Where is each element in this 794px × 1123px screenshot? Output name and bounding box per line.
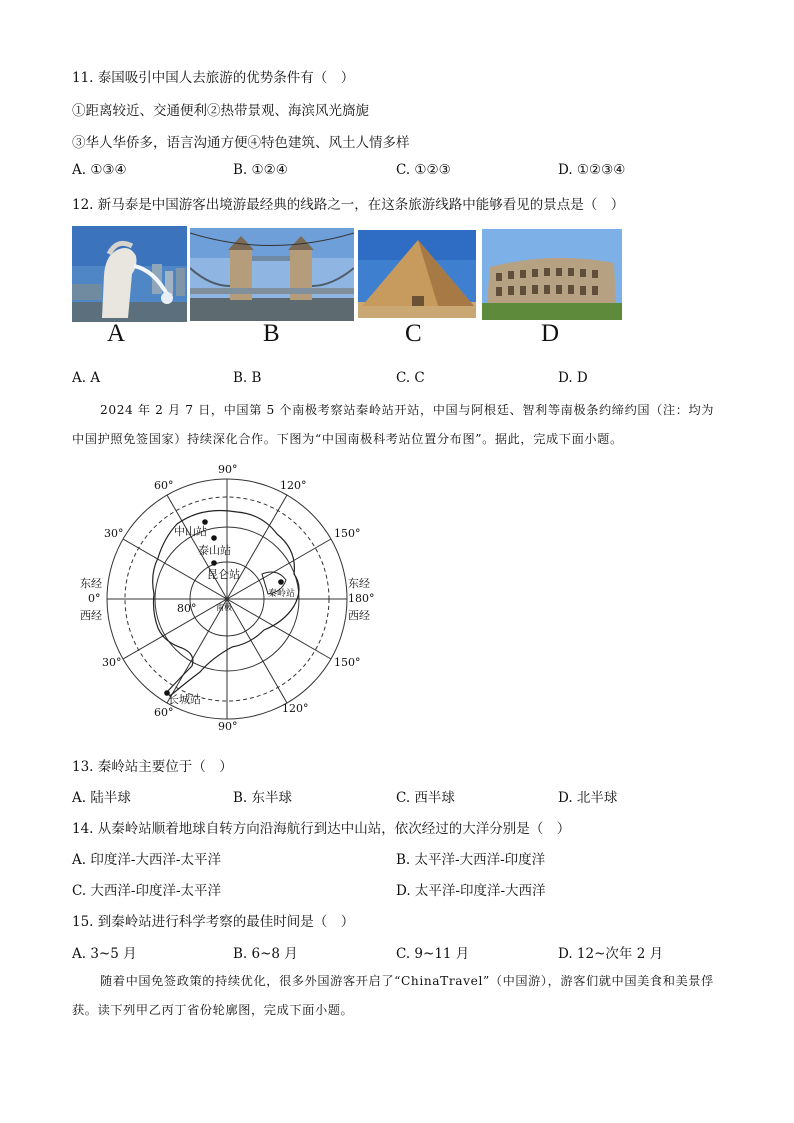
q11-option-d[interactable]: D. ①②③④ (558, 162, 626, 178)
q11-option-c[interactable]: C. ①②③ (396, 162, 451, 178)
lon-label-120-top: 120° (280, 479, 307, 492)
lon-label-150-top: 150° (334, 527, 361, 540)
changcheng-station-label: 长城站 (168, 693, 201, 706)
q11-condition-2: ③华人华侨多，语言沟通方便④特色建筑、风土人情多样 (72, 135, 410, 151)
q15-option-b[interactable]: B. 6~8 月 (233, 946, 298, 962)
photo-label-a: A (107, 320, 126, 347)
q15-option-d[interactable]: D. 12~次年 2 月 (558, 946, 664, 962)
q13-stem: 13. 秦岭站主要位于（ ） (72, 759, 233, 775)
photo-label-b: B (263, 320, 280, 347)
lon-label-30-bottom: 30° (102, 656, 122, 669)
east-label-right: 东经 (348, 577, 370, 590)
lon-label-60-bottom: 60° (154, 706, 174, 719)
pyramid-photo (358, 230, 476, 318)
zhongshan-station-label: 中山站 (174, 525, 207, 538)
q15-stem: 15. 到秦岭站进行科学考察的最佳时间是（ ） (72, 914, 355, 930)
latitude-80-label: 80° (177, 602, 197, 615)
qinling-station-label: 秦岭站 (268, 589, 296, 599)
q12-option-b[interactable]: B. B (233, 370, 262, 386)
q11-condition-1: ①距离较近、交通便利②热带景观、海滨风光旖旎 (72, 103, 369, 119)
q12-option-d[interactable]: D. D (558, 370, 588, 386)
west-label-right: 西经 (348, 609, 370, 622)
tower-bridge-photo (190, 228, 354, 321)
q12-stem: 12. 新马泰是中国游客出境游最经典的线路之一，在这条旅游线路中能够看见的景点是（ ） (72, 197, 625, 213)
q15-option-c[interactable]: C. 9~11 月 (396, 946, 470, 962)
west-label-left: 西经 (80, 609, 102, 622)
qinling-station-dot (278, 579, 284, 585)
merlion-photo (72, 226, 187, 322)
lon-label-60-top: 60° (154, 479, 174, 492)
q13-option-d[interactable]: D. 北半球 (558, 790, 618, 806)
antarctic-station-map (72, 462, 382, 737)
q14-option-a[interactable]: A. 印度洋-大西洋-太平洋 (72, 852, 221, 868)
q11-option-b[interactable]: B. ①②④ (233, 162, 288, 178)
q13-option-b[interactable]: B. 东半球 (233, 790, 293, 806)
kunlun-station-dot (211, 560, 217, 566)
lon-label-150-bottom: 150° (334, 656, 361, 669)
lon-label-90-top: 90° (218, 463, 238, 476)
lon-label-120-bottom: 120° (282, 702, 309, 715)
q14-option-d[interactable]: D. 太平洋-印度洋-大西洋 (396, 883, 546, 899)
q15-option-a[interactable]: A. 3~5 月 (72, 946, 137, 962)
colosseum-photo (482, 229, 622, 320)
south-pole-label: 南极 (216, 603, 232, 612)
q14-stem: 14. 从秦岭站顺着地球自转方向沿海航行到达中山站，依次经过的大洋分别是（ ） (72, 821, 571, 837)
taishan-station-label: 泰山站 (198, 544, 231, 557)
lon-label-180: 180° (348, 592, 375, 605)
east-label-left: 东经 (80, 577, 102, 590)
q14-option-c[interactable]: C. 大西洋-印度洋-太平洋 (72, 883, 222, 899)
lon-label-0: 0° (88, 592, 101, 605)
photo-label-d: D (541, 320, 560, 347)
q13-option-a[interactable]: A. 陆半球 (72, 790, 131, 806)
lon-label-90-bottom: 90° (218, 720, 238, 733)
passage-china-travel: 随着中国免签政策的持续优化，很多外国游客开启了“ChinaTravel”（中国游），游客们就中国美食和美景俘获。读下列甲乙丙丁省份轮廓图，完成下面小题。 (72, 974, 714, 1017)
photo-label-c: C (405, 320, 422, 347)
q12-option-c[interactable]: C. C (396, 370, 425, 386)
kunlun-station-label: 昆仑站 (207, 568, 240, 581)
q11-stem: 11. 泰国吸引中国人去旅游的优势条件有（ ） (72, 70, 355, 86)
q14-option-b[interactable]: B. 太平洋-大西洋-印度洋 (396, 852, 546, 868)
q12-option-a[interactable]: A. A (72, 370, 101, 386)
q13-option-c[interactable]: C. 西半球 (396, 790, 455, 806)
lon-label-30-top: 30° (104, 527, 124, 540)
taishan-station-dot (211, 535, 217, 541)
q11-option-a[interactable]: A. ①③④ (72, 162, 127, 178)
passage-antarctic: 2024 年 2 月 7 日，中国第 5 个南极考察站秦岭站开站，中国与阿根廷、智利等南极条约缔约国（注：均为中国护照免签国家）持续深化合作。下图为“中国南极科考站位置分布图”。据此，完成下面小题。 (72, 403, 715, 446)
